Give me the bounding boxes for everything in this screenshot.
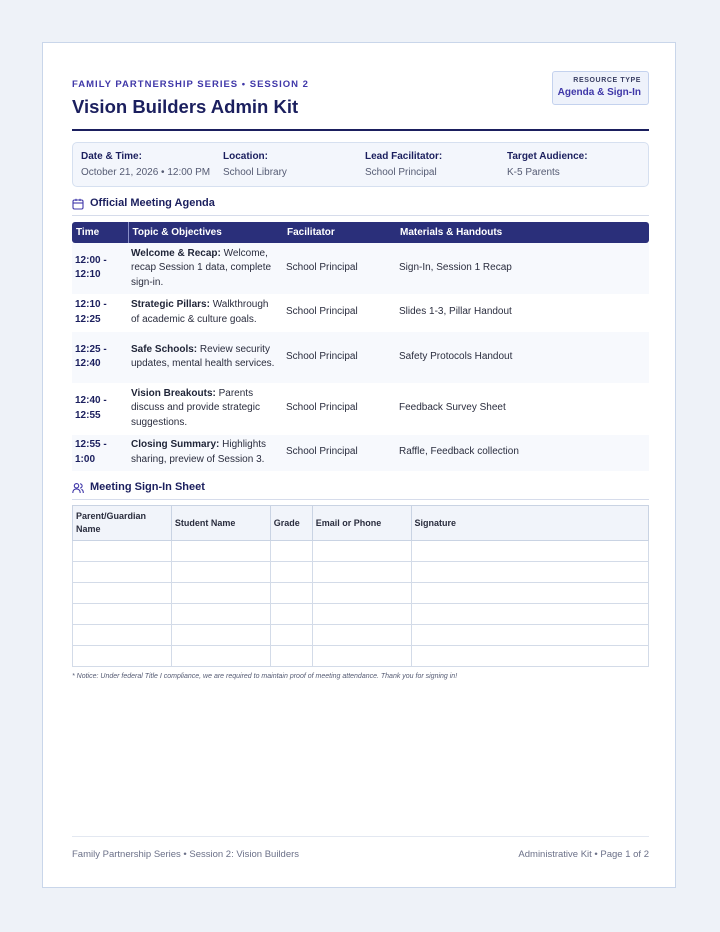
signin-header-row: [73, 506, 649, 541]
signin-heading: Meeting Sign-In Sheet: [90, 481, 205, 493]
signin-cell[interactable]: [171, 562, 270, 583]
table-row: [73, 646, 649, 667]
resource-type-badge: [552, 71, 649, 105]
agenda-materials: Slides 1-3, Pillar Handout: [396, 294, 649, 331]
compliance-notice: * Notice: Under federal Title I compliance, we are required to maintain proof of meeting attendance. Thank you for signing in!: [72, 673, 458, 680]
agenda-time: 12:40 - 12:55: [72, 383, 128, 434]
info-date-time: [81, 151, 210, 178]
agenda-time: 12:00 - 12:10: [72, 243, 128, 294]
table-row: [72, 294, 649, 331]
signin-cell[interactable]: [411, 604, 649, 625]
badge-label: RESOURCE TYPE: [573, 77, 641, 84]
column-header: Grade: [270, 506, 312, 541]
info-label: Location:: [223, 151, 268, 162]
topic-title: Vision Breakouts:: [131, 387, 216, 399]
topic-description: Parents discuss and provide strategic suggestions.: [131, 387, 260, 428]
table-row: [73, 562, 649, 583]
topic-title: Safe Schools:: [131, 343, 198, 355]
agenda-topic: [128, 331, 283, 383]
table-row: [73, 604, 649, 625]
badge-value: Agenda & Sign-In: [557, 87, 641, 98]
info-label: Lead Facilitator:: [365, 151, 443, 162]
signin-cell[interactable]: [411, 625, 649, 646]
topic-title: Closing Summary:: [131, 439, 220, 450]
info-value: School Library: [223, 167, 287, 178]
agenda-facilitator: School Principal: [283, 331, 396, 383]
document-page: [42, 42, 676, 888]
series-label: FAMILY PARTNERSHIP SERIES • SESSION 2: [72, 79, 309, 90]
signin-cell[interactable]: [411, 646, 649, 667]
signin-cell[interactable]: [312, 562, 411, 583]
info-value: School Principal: [365, 167, 437, 178]
signin-cell[interactable]: [73, 583, 172, 604]
agenda-facilitator: School Principal: [283, 243, 396, 294]
agenda-materials: Raffle, Feedback collection: [396, 434, 649, 471]
column-header: Topic & Objectives: [128, 222, 283, 243]
footer-page-number: Administrative Kit • Page 1 of 2: [518, 849, 649, 860]
info-label: Date & Time:: [81, 151, 142, 162]
signin-cell[interactable]: [73, 646, 172, 667]
signin-cell[interactable]: [312, 646, 411, 667]
agenda-materials: Feedback Survey Sheet: [396, 383, 649, 434]
signin-cell[interactable]: [411, 583, 649, 604]
topic-title: Welcome & Recap:: [131, 247, 221, 259]
agenda-heading: Official Meeting Agenda: [90, 197, 215, 209]
agenda-topic: [128, 294, 283, 331]
signin-cell[interactable]: [73, 625, 172, 646]
footer-divider: [72, 836, 649, 837]
info-target-audience: [507, 151, 588, 178]
signin-cell[interactable]: [171, 541, 270, 562]
calendar-icon: [72, 198, 84, 210]
signin-cell[interactable]: [171, 583, 270, 604]
agenda-facilitator: School Principal: [283, 434, 396, 471]
column-header: Time: [72, 222, 128, 243]
signin-cell[interactable]: [171, 646, 270, 667]
table-row: [73, 625, 649, 646]
signin-section-header: [72, 480, 649, 500]
table-row: [72, 243, 649, 294]
topic-description: Review security updates, mental health services.: [131, 343, 275, 369]
agenda-section-header: [72, 196, 649, 216]
signin-cell[interactable]: [171, 625, 270, 646]
agenda-materials: Safety Protocols Handout: [396, 331, 649, 383]
info-location: [223, 151, 287, 178]
meeting-info-box: [72, 142, 649, 187]
page-title: Vision Builders Admin Kit: [72, 96, 299, 117]
signin-table: [72, 505, 649, 667]
table-row: [72, 434, 649, 471]
agenda-facilitator: School Principal: [283, 383, 396, 434]
table-row: [73, 583, 649, 604]
signin-cell[interactable]: [312, 583, 411, 604]
table-row: [73, 541, 649, 562]
agenda-topic: [128, 243, 283, 294]
signin-cell[interactable]: [171, 604, 270, 625]
agenda-topic: [128, 434, 283, 471]
column-header: Materials & Handouts: [396, 222, 649, 243]
column-header: Parent/Guardian Name: [73, 506, 172, 541]
agenda-materials: Sign-In, Session 1 Recap: [396, 243, 649, 294]
agenda-time: 12:10 - 12:25: [72, 294, 128, 331]
topic-title: Strategic Pillars:: [131, 299, 210, 310]
agenda-table: [72, 222, 649, 472]
agenda-time: 12:55 - 1:00: [72, 434, 128, 471]
topic-description: Highlights sharing, preview of Session 3.: [131, 439, 267, 465]
signin-cell[interactable]: [312, 541, 411, 562]
info-value: K-5 Parents: [507, 167, 560, 178]
agenda-header-row: [72, 222, 649, 243]
column-header: Facilitator: [283, 222, 396, 243]
table-row: [72, 331, 649, 383]
table-row: [72, 383, 649, 434]
footer-series: Family Partnership Series • Session 2: Vision Builders: [72, 849, 300, 860]
signin-cell[interactable]: [270, 541, 312, 562]
signin-cell[interactable]: [312, 625, 411, 646]
info-value: October 21, 2026 • 12:00 PM: [81, 167, 211, 178]
info-lead-facilitator: [365, 151, 442, 178]
agenda-time: 12:25 - 12:40: [72, 331, 128, 383]
signin-cell[interactable]: [73, 562, 172, 583]
signin-cell[interactable]: [270, 583, 312, 604]
topic-description: Welcome, recap Session 1 data, complete sign-in.: [131, 247, 272, 288]
agenda-topic: [128, 383, 283, 434]
column-header: Student Name: [171, 506, 270, 541]
column-header: Email or Phone: [312, 506, 411, 541]
signin-cell[interactable]: [270, 604, 312, 625]
users-icon: [72, 482, 84, 494]
signin-cell[interactable]: [270, 646, 312, 667]
signin-cell[interactable]: [270, 562, 312, 583]
topic-description: Walkthrough of academic & culture goals.: [131, 299, 269, 325]
signin-cell[interactable]: [411, 562, 649, 583]
signin-cell[interactable]: [73, 604, 172, 625]
signin-cell[interactable]: [270, 625, 312, 646]
info-label: Target Audience:: [507, 151, 588, 162]
agenda-facilitator: School Principal: [283, 294, 396, 331]
signin-cell[interactable]: [73, 541, 172, 562]
title-divider: [72, 129, 649, 131]
signin-cell[interactable]: [411, 541, 649, 562]
column-header: Signature: [411, 506, 649, 541]
signin-cell[interactable]: [312, 604, 411, 625]
